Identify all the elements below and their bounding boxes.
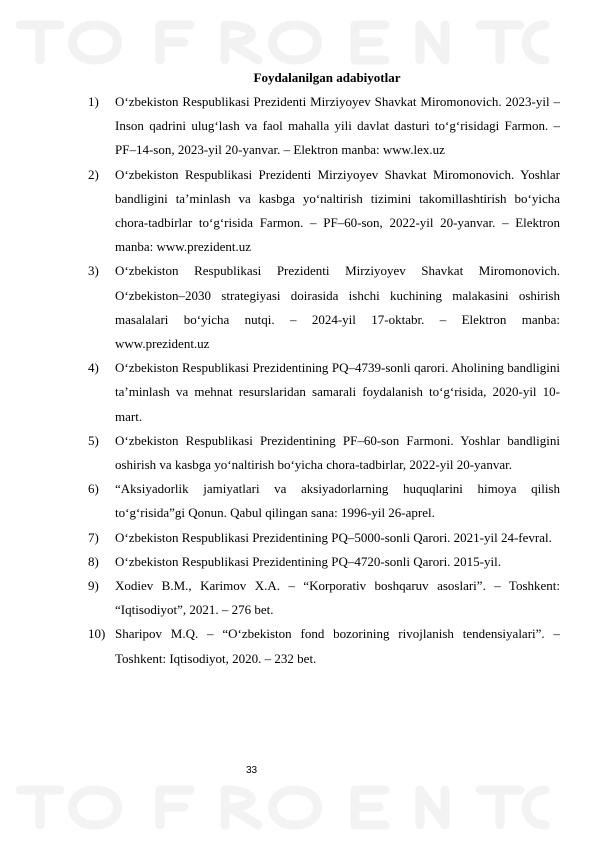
- reference-item: [88, 550, 560, 574]
- page-number: 33: [245, 765, 258, 776]
- reference-item: [88, 90, 560, 163]
- reference-item: [88, 356, 560, 429]
- reference-text: O‘zbekiston Respublikasi Prezidenti Mirziyoyev Shavkat Miromonovich. 2023-yil – Inson qadrini ulug‘lash va faol mahalla yili davlat dasturi to‘g‘risidagi Farmon. – PF–14-son, 2023-yil 20-yanvar. – Elektron manba: www.lex.uz: [115, 94, 560, 158]
- reference-number: 2): [88, 166, 99, 182]
- reference-text: “Aksiyadorlik jamiyatlari va aksiyadorlarning huquqlarini himoya qilish to‘g‘risida”gi Qonun. Qabul qilingan sana: 1996-yil 26-aprel.: [115, 481, 560, 521]
- reference-number: 4): [88, 360, 99, 376]
- reference-number: 9): [88, 578, 99, 594]
- reference-item: [88, 429, 560, 477]
- reference-text: O‘zbekiston Respublikasi Prezidenti Mirziyoyev Shavkat Miromonovich. Yoshlar bandligini ta’minlash va kasbga yo‘naltirish tizimini takomillashtirish bo‘yicha chora-tadbirlar to‘g‘risida Farmon. – PF–60-son, 2022-yil 20-yanvar. – Elektron manba: www.prezident.uz: [115, 166, 560, 255]
- reference-item: [88, 574, 560, 622]
- reference-item: [88, 163, 560, 260]
- reference-text: O‘zbekiston Respublikasi Prezidentining PQ–4720-sonli Qarori. 2015-yil.: [115, 553, 501, 569]
- reference-number: 7): [88, 529, 99, 545]
- document-page: [88, 66, 560, 671]
- reference-text: Xodiev B.M., Karimov X.A. – “Korporativ boshqaruv asoslari”. – Toshkent: “Iqtisodiyot”, 2021. – 276 bet.: [115, 578, 560, 618]
- reference-text: O‘zbekiston Respublikasi Prezidentining PF–60-son Farmoni. Yoshlar bandligini oshirish va kasbga yo‘naltirish bo‘yicha chora-tadbirlar, 2022-yil 20-yanvar.: [115, 432, 560, 473]
- reference-number: 5): [88, 432, 99, 448]
- reference-number: 10): [88, 626, 106, 642]
- reference-number: 6): [88, 481, 99, 497]
- reference-text: Sharipov M.Q. – “O‘zbekiston fond bozorining rivojlanish tendensiyalari”. – Toshkent: Iqtisodiyot, 2020. – 232 bet.: [115, 626, 560, 666]
- reference-text: O‘zbekiston Respublikasi Prezidentining PQ–5000-sonli Qarori. 2021-yil 24-fevral.: [115, 529, 552, 545]
- reference-text: O‘zbekiston Respublikasi Prezidentining PQ–4739-sonli qarori. Aholining bandligini ta’minlash va mehnat resurslaridan samarali foydalanish to‘g‘risida, 2020-yil 10-mart.: [115, 360, 560, 424]
- reference-number: 3): [88, 263, 99, 279]
- reference-item: [88, 526, 560, 550]
- reference-item: [88, 259, 560, 356]
- reference-item: [88, 622, 560, 670]
- reference-number: 1): [88, 94, 99, 109]
- references-heading: Foydalanilgan adabiyotlar: [253, 70, 401, 85]
- reference-text: O‘zbekiston Respublikasi Prezidenti Mirziyoyev Shavkat Miromonovich. O‘zbekiston–2030 strategiyasi doirasida ishchi kuchining malakasini oshirish masalalari bo‘yicha nutqi. – 2024-yil 17-oktabr. – Elektron manba: www.prezident.uz: [115, 263, 560, 352]
- reference-item: [88, 477, 560, 525]
- references-list: [88, 90, 560, 671]
- reference-number: 8): [88, 553, 99, 569]
